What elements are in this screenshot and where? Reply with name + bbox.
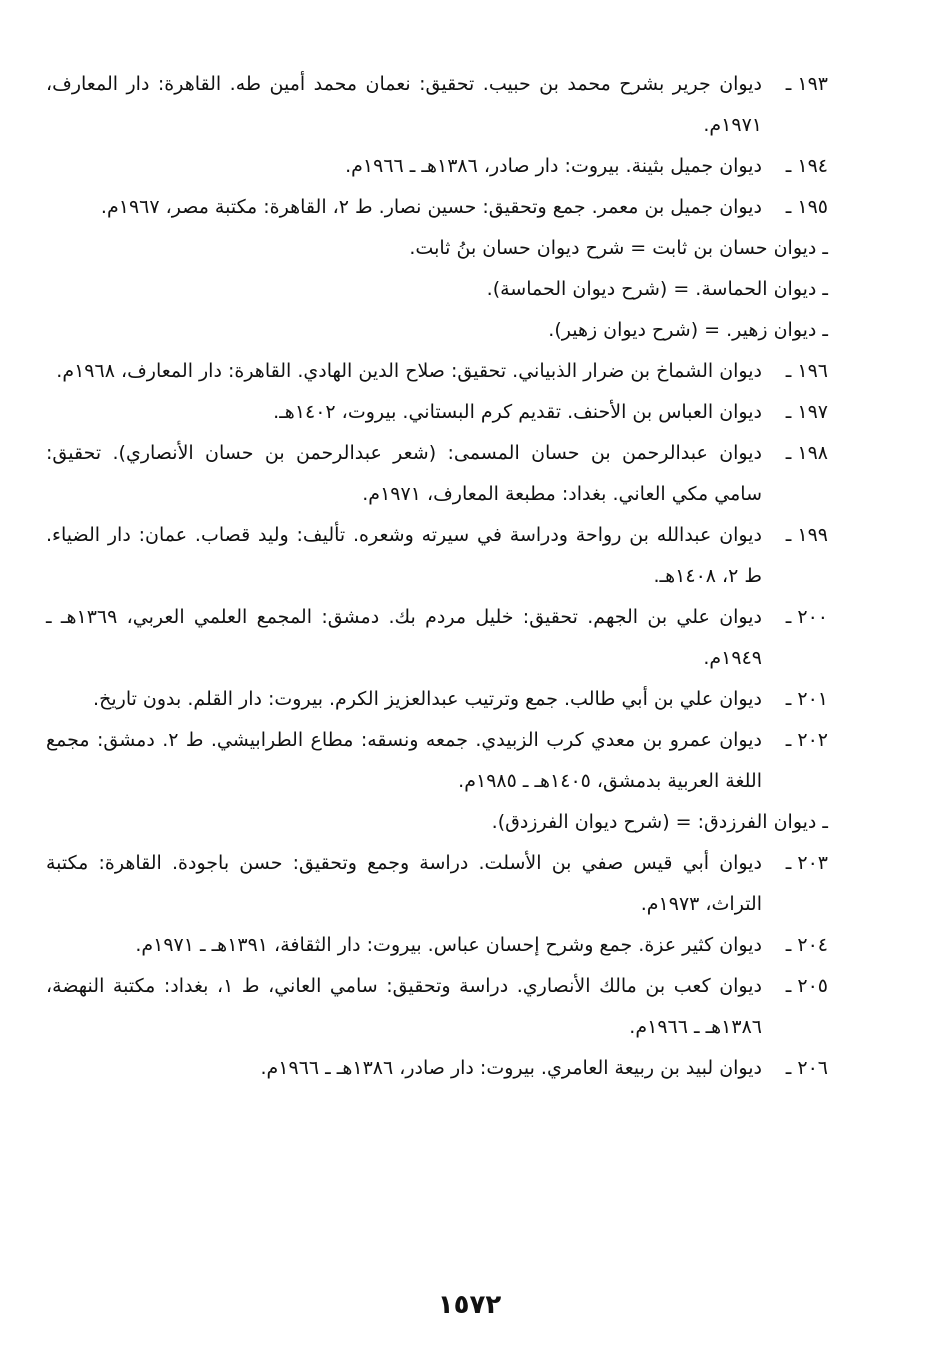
entry-text: ديوان العباس بن الأحنف. تقديم كرم البستاني. بيروت، ١٤٠٢هـ. — [273, 401, 762, 423]
bibliography-entry-203 — [46, 843, 828, 925]
bibliography-list — [46, 64, 828, 1089]
entry-text: ديوان كثير عزة. جمع وشرح إحسان عباس. بيروت: دار الثقافة، ١٣٩١هـ ـ ١٩٧١م. — [135, 934, 762, 956]
entry-number: ٢٠٥ ـ — [785, 975, 828, 997]
entry-text: ديوان لبيد بن ربيعة العامري. بيروت: دار صادر، ١٣٨٦هـ ـ ١٩٦٦م. — [260, 1057, 762, 1079]
entry-text: ـ ديوان الحماسة. = (شرح ديوان الحماسة). — [486, 278, 828, 300]
cross-reference-hamasa — [46, 269, 828, 310]
entry-text: ديوان علي بن أبي طالب. جمع وترتيب عبدالعزيز الكرم. بيروت: دار القلم. بدون تاريخ. — [93, 688, 762, 710]
entry-text: ديوان كعب بن مالك الأنصاري. دراسة وتحقيق: سامي العاني، ط ١، بغداد: مكتبة النهضة، ١٣٨٦هـ ـ ١٩٦٦م. — [46, 975, 763, 1038]
bibliography-entry-205 — [46, 966, 828, 1048]
entry-number: ٢٠٢ ـ — [785, 729, 828, 751]
entry-number: ٢٠٣ ـ — [785, 852, 828, 874]
entry-text: ديوان عمرو بن معدي كرب الزبيدي. جمعه ونسقه: مطاع الطرابيشي. ط ٢. دمشق: مجمع اللغة العربية بدمشق، ١٤٠٥هـ ـ ١٩٨٥م. — [46, 729, 762, 792]
entry-number: ١٩٩ ـ — [785, 524, 828, 546]
entry-text: ـ ديوان الفرزدق: = (شرح ديوان الفرزدق). — [491, 811, 828, 833]
entry-text: ديوان جميل بثينة. بيروت: دار صادر، ١٣٨٦هـ ـ ١٩٦٦م. — [345, 155, 762, 177]
entry-text: ديوان جميل بن معمر. جمع وتحقيق: حسين نصار. ط ٢، القاهرة: مكتبة مصر، ١٩٦٧م. — [100, 196, 762, 218]
entry-text: ديوان عبدالله بن رواحة ودراسة في سيرته وشعره. تأليف: وليد قصاب. عمان: دار الضياء. ط ٢، ١٤٠٨هـ. — [46, 524, 762, 587]
cross-reference-farazdaq — [46, 802, 828, 843]
cross-reference-zuhair — [46, 310, 828, 351]
entry-text: ـ ديوان زهير. = (شرح ديوان زهير). — [548, 319, 828, 341]
cross-reference-hassan — [46, 228, 828, 269]
bibliography-entry-194 — [46, 146, 828, 187]
bibliography-entry-197 — [46, 392, 828, 433]
entry-number: ١٩٤ ـ — [785, 155, 828, 177]
entry-number: ١٩٥ ـ — [785, 196, 828, 218]
entry-number: ١٩٦ ـ — [785, 360, 828, 382]
bibliography-entry-196 — [46, 351, 828, 392]
entry-number: ٢٠٠ ـ — [785, 606, 828, 628]
bibliography-entry-206 — [46, 1048, 828, 1089]
bibliography-entry-198 — [46, 433, 828, 515]
entry-number: ١٩٣ ـ — [785, 73, 828, 95]
bibliography-entry-193 — [46, 64, 828, 146]
entry-text: ديوان عبدالرحمن بن حسان المسمى: (شعر عبدالرحمن بن حسان الأنصاري). تحقيق: سامي مكي العاني. بغداد: مطبعة المعارف، ١٩٧١م. — [46, 442, 762, 505]
entry-number: ١٩٨ ـ — [785, 442, 828, 464]
bibliography-entry-204 — [46, 925, 828, 966]
entry-text: ديوان أبي قيس صفي بن الأسلت. دراسة وجمع وتحقيق: حسن باجودة. القاهرة: مكتبة التراث، ١٩٧٣م. — [46, 852, 762, 915]
page-number: ١٥٧٢ — [437, 1290, 502, 1320]
bibliography-entry-200 — [46, 597, 828, 679]
entry-number: ٢٠١ ـ — [785, 688, 828, 710]
bibliography-entry-201 — [46, 679, 828, 720]
entry-number: ٢٠٦ ـ — [785, 1057, 828, 1079]
bibliography-entry-202 — [46, 720, 828, 802]
entry-number: ١٩٧ ـ — [785, 401, 828, 423]
bibliography-entry-195 — [46, 187, 828, 228]
entry-text: ديوان الشماخ بن ضرار الذبياني. تحقيق: صلاح الدين الهادي. القاهرة: دار المعارف، ١٩٦٨م. — [56, 360, 762, 382]
bibliography-entry-199 — [46, 515, 828, 597]
entry-text: ديوان جرير بشرح محمد بن حبيب. تحقيق: نعمان محمد أمين طه. القاهرة: دار المعارف، ١٩٧١م. — [46, 73, 762, 136]
entry-number: ٢٠٤ ـ — [785, 934, 828, 956]
entry-text: ديوان علي بن الجهم. تحقيق: خليل مردم بك. دمشق: المجمع العلمي العربي، ١٣٦٩هـ ـ ١٩٤٩م. — [46, 606, 763, 669]
entry-text: ـ ديوان حسان بن ثابت = شرح ديوان حسان بنُ ثابت. — [409, 237, 828, 259]
